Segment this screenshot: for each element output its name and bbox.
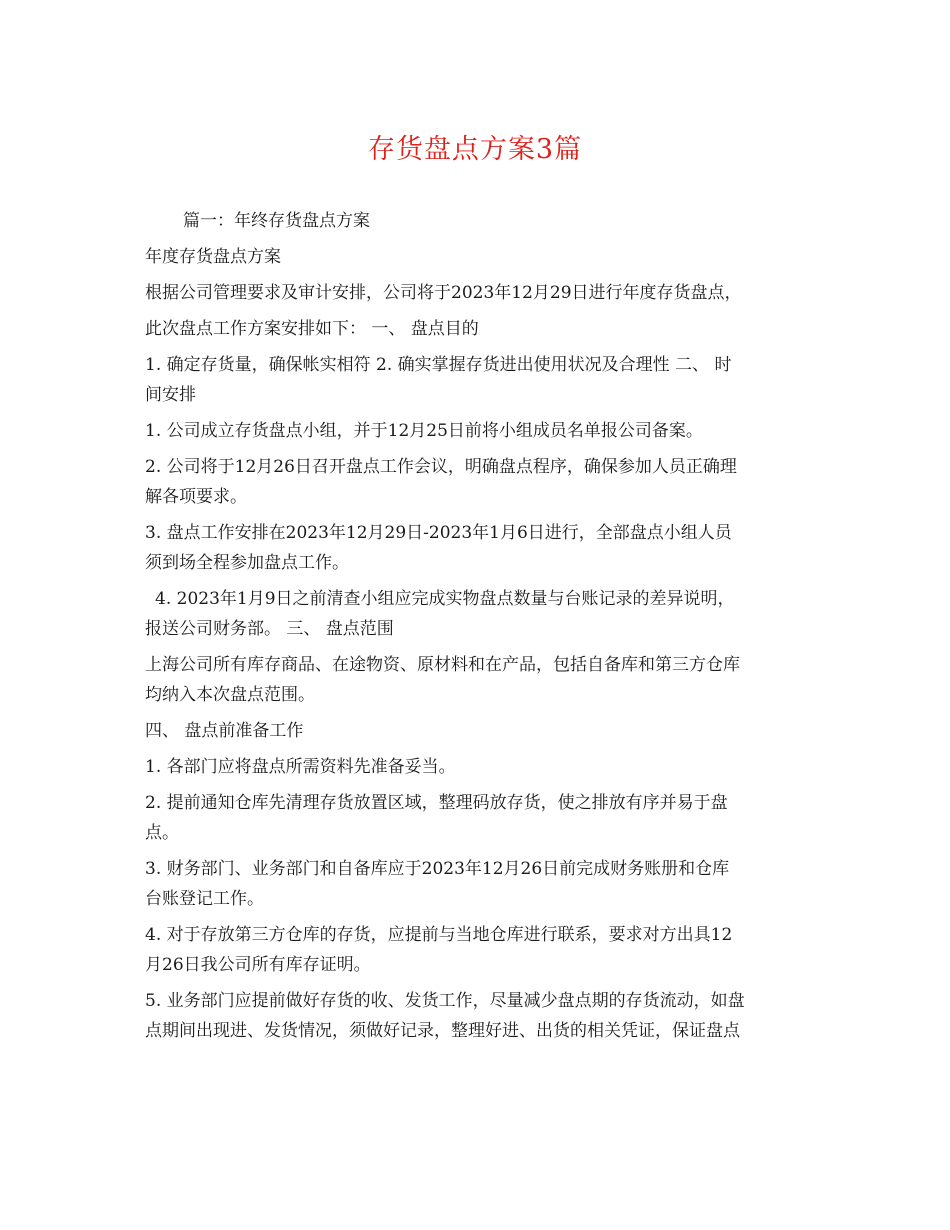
paragraph-line: 此次盘点工作方案安排如下： 一、 盘点目的 <box>145 319 479 339</box>
paragraph-line: 须到场全程参加盘点工作。 <box>145 553 349 573</box>
paragraph-line: 点期间出现进、发货情况，须做好记录，整理好进、出货的相关凭证，保证盘点 <box>145 1021 740 1041</box>
paragraph-line: 间安排 <box>145 385 196 405</box>
paragraph-line: 1. 确定存货量，确保帐实相符 2. 确实掌握存货进出使用状况及合理性 二、 时 <box>145 355 732 375</box>
paragraph-line: 3. 盘点工作安排在2023年12月29日-2023年1月6日进行，全部盘点小组人员 <box>145 523 732 543</box>
paragraph-line: 1. 各部门应将盘点所需资料先准备妥当。 <box>145 757 456 777</box>
section-heading: 四、 盘点前准备工作 <box>145 721 304 741</box>
section-heading: 篇一：年终存货盘点方案 <box>183 211 370 231</box>
paragraph-line: 5. 业务部门应提前做好存货的收、发货工作，尽量减少盘点期的存货流动，如盘 <box>145 991 745 1011</box>
paragraph-line: 1. 公司成立存货盘点小组，并于12月25日前将小组成员名单报公司备案。 <box>145 421 703 441</box>
paragraph-line: 4. 对于存放第三方仓库的存货，应提前与当地仓库进行联系，要求对方出具12 <box>145 925 733 945</box>
paragraph-line: 均纳入本次盘点范围。 <box>145 685 315 705</box>
document-body <box>145 206 815 1046</box>
paragraph-line: 解各项要求。 <box>145 487 247 507</box>
paragraph-line: 2. 提前通知仓库先清理存货放置区域，整理码放存货，使之排放有序并易于盘 <box>145 793 728 813</box>
paragraph-line: 根据公司管理要求及审计安排，公司将于2023年12月29日进行年度存货盘点， <box>145 283 742 303</box>
paragraph-line: 4. 2023年1月9日之前清查小组应完成实物盘点数量与台账记录的差异说明， <box>155 589 735 609</box>
paragraph-line: 年度存货盘点方案 <box>145 247 281 267</box>
paragraph-line: 上海公司所有库存商品、在途物资、原材料和在产品，包括自备库和第三方仓库 <box>145 655 740 675</box>
paragraph-line: 点。 <box>145 823 179 843</box>
document-title: 存货盘点方案3篇 <box>367 134 583 165</box>
paragraph-line: 3. 财务部门、业务部门和自备库应于2023年12月26日前完成财务账册和仓库 <box>145 859 730 879</box>
paragraph-line: 2. 公司将于12月26日召开盘点工作会议，明确盘点程序，确保参加人员正确理 <box>145 457 737 477</box>
paragraph-line: 报送公司财务部。 三、 盘点范围 <box>145 619 394 639</box>
paragraph-line: 月26日我公司所有库存证明。 <box>145 955 371 975</box>
paragraph-line: 台账登记工作。 <box>145 889 264 909</box>
